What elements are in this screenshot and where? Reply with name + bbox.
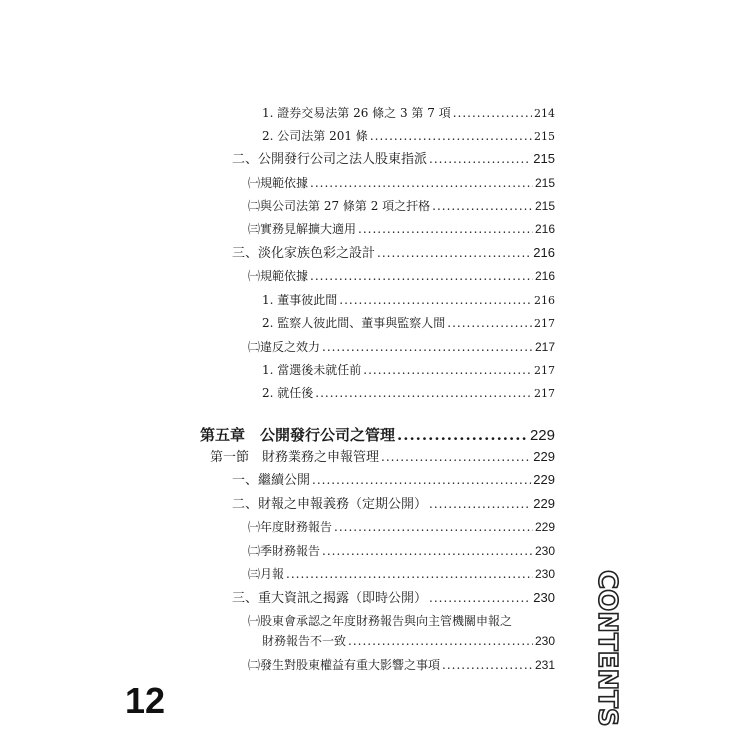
dot-leader	[432, 195, 533, 217]
toc-entry-label: 1. 證券交易法第 26 條之 3 第 7 項	[262, 106, 451, 120]
dot-leader	[322, 540, 533, 562]
dot-leader	[429, 493, 531, 515]
dot-leader	[370, 125, 532, 147]
toc-entry[interactable]	[248, 195, 555, 217]
toc-entry[interactable]	[232, 242, 555, 264]
dot-leader	[397, 422, 528, 448]
toc-entry[interactable]	[232, 148, 555, 170]
toc-entry-label: ㈠股東會承認之年度財務報告與向主管機關申報之	[248, 614, 513, 628]
toc-entry[interactable]	[248, 218, 555, 240]
toc-entry-label: 第一節 財務業務之申報管理	[210, 449, 380, 464]
dot-leader	[358, 218, 533, 240]
toc-entry-label: 1. 當選後未就任前	[262, 363, 362, 377]
toc-entry-label: ㈢實務見解擴大適用	[248, 222, 357, 236]
toc-entry-page: 217	[534, 340, 555, 354]
toc-entry-label: ㈡發生對股東權益有重大影響之事項	[248, 658, 441, 672]
toc-entry[interactable]	[248, 265, 555, 287]
toc-entry-line1[interactable]	[248, 610, 555, 632]
dot-leader	[348, 630, 533, 652]
toc-entry[interactable]	[248, 540, 555, 562]
toc-entry-line2[interactable]	[262, 630, 555, 652]
toc-entry-page: 215	[534, 176, 555, 190]
dot-leader	[310, 265, 533, 287]
dot-leader	[286, 563, 533, 585]
dot-leader	[322, 336, 533, 358]
toc-entry-label: ㈠規範依據	[248, 176, 309, 190]
dot-leader	[363, 359, 532, 381]
toc-entry-label: ㈢月報	[248, 567, 285, 581]
toc-section-entry[interactable]	[210, 446, 555, 468]
toc-entry-label: 二、公開發行公司之法人股東指派	[232, 151, 428, 166]
dot-leader	[447, 312, 532, 334]
toc-entry-page: 214	[534, 107, 555, 120]
toc-entry-label: 第五章 公開發行公司之管理	[200, 426, 396, 444]
toc-entry-page: 230	[534, 567, 555, 581]
toc-entry-page: 231	[534, 658, 555, 672]
toc-entry-page: 229	[533, 496, 555, 511]
toc-entry-page: 216	[534, 294, 555, 307]
toc-entry[interactable]	[232, 493, 555, 515]
dot-leader	[310, 172, 533, 194]
toc-entry-page: 217	[534, 317, 555, 330]
toc-entry[interactable]	[262, 289, 555, 311]
toc-entry[interactable]	[262, 125, 555, 147]
toc-entry[interactable]	[262, 382, 555, 404]
toc-entry-page: 216	[534, 269, 555, 283]
toc-entry-page: 230	[534, 634, 555, 648]
toc-entry-page: 230	[534, 544, 555, 558]
toc-chapter-entry[interactable]	[200, 422, 555, 448]
toc-entry-label: ㈡季財務報告	[248, 544, 321, 558]
toc-entry-page: 217	[534, 364, 555, 377]
toc-entry-label: 財務報告不一致	[262, 634, 347, 648]
toc-entry[interactable]	[248, 336, 555, 358]
toc-entry-label: ㈠規範依據	[248, 269, 309, 283]
dot-leader	[381, 446, 531, 468]
contents-side-tab	[592, 570, 626, 727]
dot-leader	[377, 242, 531, 264]
dot-leader	[334, 516, 533, 538]
toc-entry[interactable]	[248, 172, 555, 194]
toc-entry-page: 216	[534, 222, 555, 236]
toc-entry-label: ㈡違反之效力	[248, 340, 321, 354]
dot-leader	[315, 382, 532, 404]
toc-entry-page: 229	[534, 520, 555, 534]
dot-leader	[339, 289, 532, 311]
toc-entry[interactable]	[248, 516, 555, 538]
toc-entry-label: 2. 就任後	[262, 386, 314, 400]
toc-entry-page: 229	[533, 449, 555, 464]
toc-entry-page: 215	[534, 130, 555, 143]
dot-leader	[453, 102, 532, 124]
toc-entry-page: 229	[529, 427, 555, 444]
dot-leader	[442, 654, 533, 676]
page-number: 12	[125, 680, 166, 721]
toc-entry-label: 三、淡化家族色彩之設計	[232, 245, 376, 260]
toc-entry-label: 1. 董事彼此間	[262, 293, 338, 307]
toc-entry-label: 2. 監察人彼此間、董事與監察人間	[262, 316, 446, 330]
dot-leader	[312, 469, 531, 491]
toc-entry[interactable]	[262, 102, 555, 124]
toc-entry[interactable]	[232, 469, 555, 491]
toc-entry-label: ㈠年度財務報告	[248, 520, 333, 534]
toc-entry-label: 三、重大資訊之揭露（即時公開）	[232, 590, 428, 605]
toc-entry[interactable]	[232, 587, 555, 609]
toc-entry-label: 一、繼續公開	[232, 472, 311, 487]
toc-entry[interactable]	[248, 563, 555, 585]
toc-entry[interactable]	[262, 359, 555, 381]
toc-entry-label: ㈡與公司法第 27 條第 2 項之扞格	[248, 199, 431, 213]
toc-entry-page: 215	[533, 151, 555, 166]
toc-entry-page: 215	[534, 199, 555, 213]
toc-entry-label: 2. 公司法第 201 條	[262, 129, 368, 143]
toc-entry-page: 217	[534, 387, 555, 400]
toc-entry-page: 216	[533, 245, 555, 260]
dot-leader	[429, 148, 531, 170]
dot-leader	[429, 587, 531, 609]
contents-tab-label: CONTENTS	[592, 570, 622, 727]
toc-entry[interactable]	[248, 654, 555, 676]
toc-entry-page: 230	[533, 590, 555, 605]
toc-entry-page: 229	[533, 472, 555, 487]
toc-entry-label: 二、財報之申報義務（定期公開）	[232, 496, 428, 511]
toc-entry[interactable]	[262, 312, 555, 334]
